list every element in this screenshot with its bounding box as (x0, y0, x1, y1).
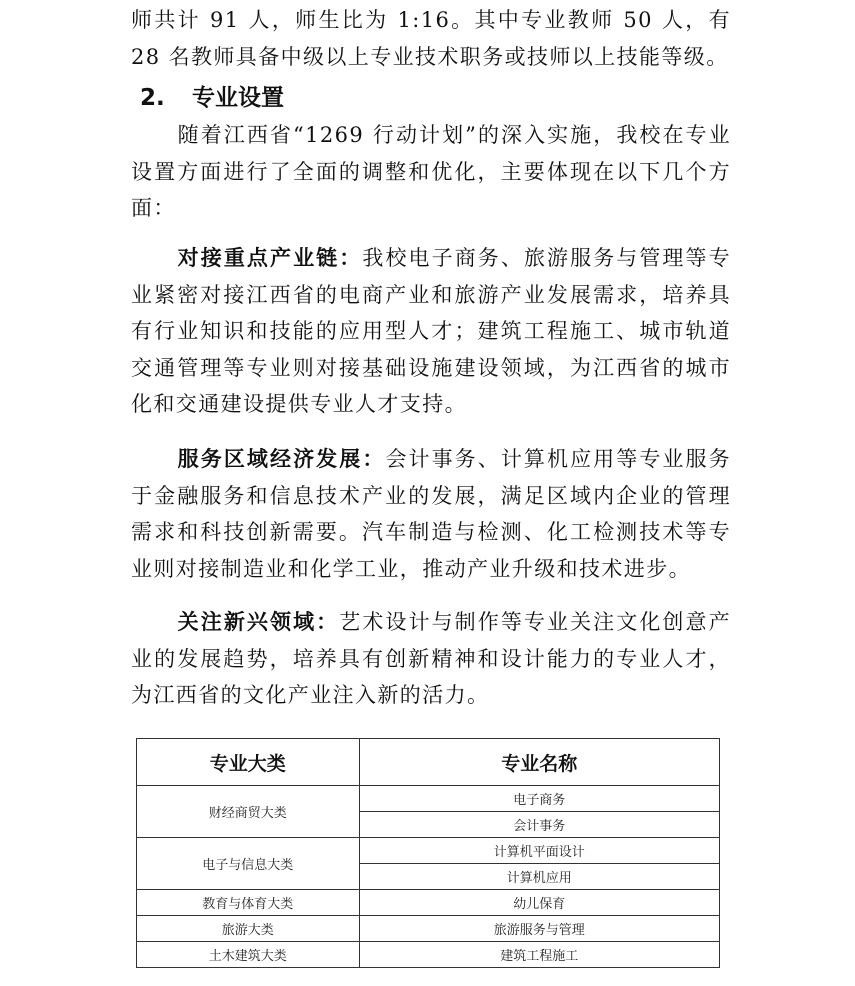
table-header-major: 专业名称 (359, 739, 719, 786)
major-cell: 电子商务 (359, 786, 719, 812)
paragraph-intro-text: 随着江西省“1269 行动计划”的深入实施，我校在专业设置方面进行了全面的调整和优化，主要体现在以下几个方面： (131, 123, 731, 221)
paragraph-regional-economy (131, 441, 731, 587)
paragraph-emerging-fields (131, 604, 731, 714)
table-row (137, 838, 720, 864)
category-cell: 教育与体育大类 (137, 890, 360, 916)
paragraph-staff (131, 2, 731, 75)
category-cell: 旅游大类 (137, 916, 360, 942)
section-number: 2. (140, 85, 165, 111)
paragraph-industry-chain-lead: 对接重点产业链： (177, 246, 363, 270)
table-row (137, 916, 720, 942)
major-cell: 计算机应用 (359, 864, 719, 890)
major-cell: 幼儿保育 (359, 890, 719, 916)
paragraph-industry-chain-text: 我校电子商务、旅游服务与管理等专业紧密对接江西省的电商产业和旅游产业发展需求，培养具有行业知识和技能的应用型人才；建筑工程施工、城市轨道交通管理等专业则对接基础设施建设领域，为江西省的城市化和交通建设提供专业人才支持。 (131, 246, 732, 417)
major-cell: 建筑工程施工 (359, 942, 719, 968)
table-row (137, 786, 720, 812)
table-row (137, 890, 720, 916)
major-cell: 会计事务 (359, 812, 719, 838)
section-heading (140, 80, 284, 116)
paragraph-regional-economy-text: 会计事务、计算机应用等专业服务于金融服务和信息技术产业的发展，满足区域内企业的管理需求和科技创新需要。汽车制造与检测、化工检测技术等专业则对接制造业和化学工业，推动产业升级和技术进步。 (131, 447, 731, 581)
paragraph-intro (131, 117, 731, 227)
paragraph-regional-economy-lead: 服务区域经济发展： (177, 447, 386, 471)
paragraph-industry-chain (131, 240, 731, 423)
category-cell: 电子与信息大类 (137, 838, 360, 890)
major-cell: 旅游服务与管理 (359, 916, 719, 942)
category-cell: 财经商贸大类 (137, 786, 360, 838)
paragraph-emerging-fields-lead: 关注新兴领域： (177, 610, 340, 634)
major-cell: 计算机平面设计 (359, 838, 719, 864)
majors-table (136, 738, 720, 968)
section-title: 专业设置 (192, 85, 284, 111)
paragraph-emerging-fields-text: 艺术设计与制作等专业关注文化创意产业的发展趋势，培养具有创新精神和设计能力的专业人才，为江西省的文化产业注入新的活力。 (131, 610, 731, 708)
category-cell: 土木建筑大类 (137, 942, 360, 968)
paragraph-staff-text: 师共计 91 人，师生比为 1:16。其中专业教师 50 人，有 28 名教师具备中级以上专业技术职务或技师以上技能等级。 (131, 8, 731, 69)
table-header-row (137, 739, 720, 786)
table-row (137, 942, 720, 968)
table-header-category: 专业大类 (137, 739, 360, 786)
